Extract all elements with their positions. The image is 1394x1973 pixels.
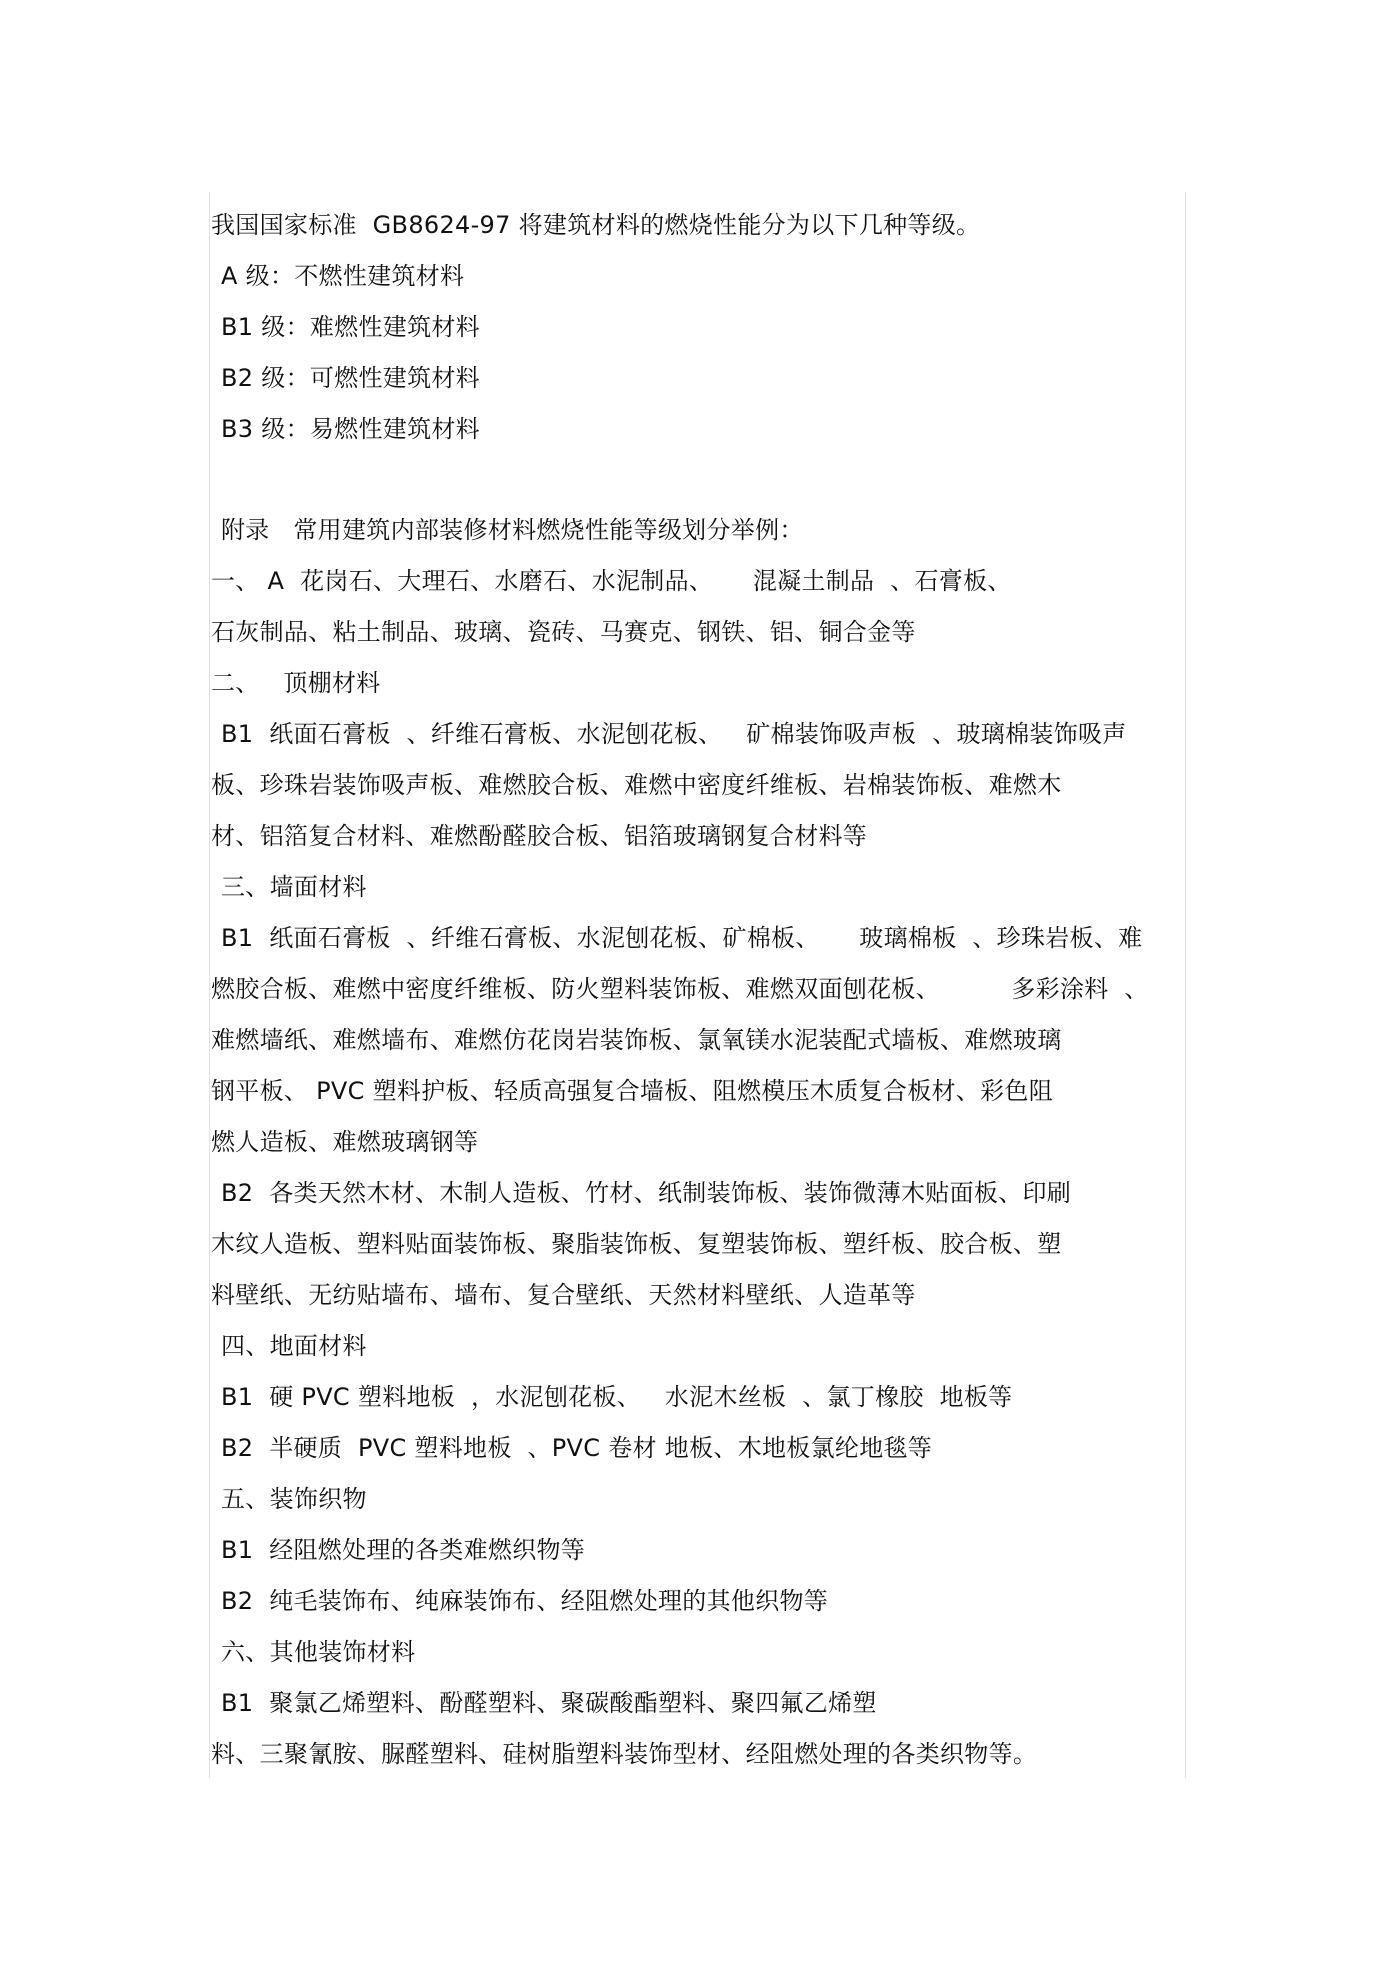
section6-b1-line1: B1 聚氯乙烯塑料、酚醛塑料、聚碳酸酯塑料、聚四氟乙烯塑	[221, 1689, 877, 1717]
section1-line1: 一、 A 花岗石、大理石、水磨石、水泥制品、 混凝土制品 、石膏板、	[211, 567, 1012, 595]
standard-intro-line: 我国国家标准 GB8624-97 将建筑材料的燃烧性能分为以下几种等级。	[211, 211, 981, 239]
section5-b1: B1 经阻燃处理的各类难燃织物等	[221, 1536, 586, 1564]
grade-b2-line: B2 级：可燃性建筑材料	[221, 364, 480, 392]
section3-b2-line1: B2 各类天然木材、木制人造板、竹材、纸制装饰板、装饰微薄木贴面板、印刷	[221, 1179, 1072, 1207]
section1-line2: 石灰制品、粘土制品、玻璃、瓷砖、马赛克、钢铁、铝、铜合金等	[211, 618, 916, 646]
section3-b1-line4: 钢平板、 PVC 塑料护板、轻质高强复合墙板、阻燃模压木质复合板材、彩色阻	[211, 1077, 1054, 1105]
section2-b1-line1: B1 纸面石膏板 、纤维石膏板、水泥刨花板、 矿棉装饰吸声板 、玻璃棉装饰吸声	[221, 720, 1127, 748]
section4-b1: B1 硬 PVC 塑料地板 ，水泥刨花板、 水泥木丝板 、氯丁橡胶 地板等	[221, 1383, 1013, 1411]
section5-b2: B2 纯毛装饰布、纯麻装饰布、经阻燃处理的其他织物等	[221, 1587, 829, 1615]
section3-b2-line2: 木纹人造板、塑料贴面装饰板、聚脂装饰板、复塑装饰板、塑纤板、胶合板、塑	[211, 1230, 1062, 1258]
grade-b3-line: B3 级：易燃性建筑材料	[221, 415, 480, 443]
grade-b1-line: B1 级：难燃性建筑材料	[221, 313, 480, 341]
appendix-title: 附录 常用建筑内部装修材料燃烧性能等级划分举例：	[221, 516, 804, 544]
section3-b2-line3: 料壁纸、无纺贴墙布、墙布、复合壁纸、天然材料壁纸、人造革等	[211, 1281, 916, 1309]
section4-heading: 四、地面材料	[221, 1332, 367, 1360]
section3-heading: 三、墙面材料	[221, 873, 367, 901]
section3-b1-line3: 难燃墙纸、难燃墙布、难燃仿花岗岩装饰板、氯氧镁水泥装配式墙板、难燃玻璃	[211, 1026, 1062, 1054]
section4-b2: B2 半硬质 PVC 塑料地板 、PVC 卷材 地板、木地板氯纶地毯等	[221, 1434, 933, 1462]
section2-b1-line3: 材、铝箔复合材料、难燃酚醛胶合板、铝箔玻璃钢复合材料等	[211, 822, 868, 850]
section6-b1-line2: 料、三聚氰胺、脲醛塑料、硅树脂塑料装饰型材、经阻燃处理的各类织物等。	[211, 1740, 1038, 1768]
right-margin-rule	[1185, 192, 1186, 1778]
section3-b1-line5: 燃人造板、难燃玻璃钢等	[211, 1128, 479, 1156]
section2-heading: 二、 顶棚材料	[211, 669, 381, 697]
section2-b1-line2: 板、珍珠岩装饰吸声板、难燃胶合板、难燃中密度纤维板、岩棉装饰板、难燃木	[211, 771, 1062, 799]
paragraph-gap	[211, 455, 1181, 505]
section6-heading: 六、其他装饰材料	[221, 1638, 416, 1666]
section3-b1-line1: B1 纸面石膏板 、纤维石膏板、水泥刨花板、矿棉板、 玻璃棉板 、珍珠岩板、难	[221, 924, 1143, 952]
left-margin-rule	[209, 192, 210, 1778]
section5-heading: 五、装饰织物	[221, 1485, 367, 1513]
grade-a-line: A 级：不燃性建筑材料	[221, 262, 465, 290]
section3-b1-line2: 燃胶合板、难燃中密度纤维板、防火塑料装饰板、难燃双面刨花板、 多彩涂料 、	[211, 975, 1149, 1003]
document-body	[211, 200, 1181, 1780]
